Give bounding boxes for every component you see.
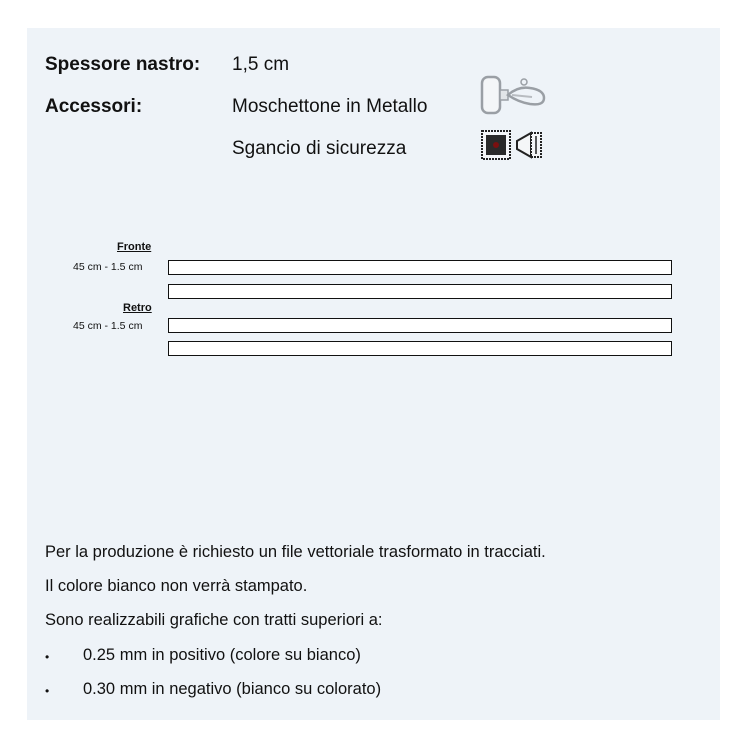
accessories-label: Accessori: xyxy=(45,96,143,117)
front-title: Fronte xyxy=(117,241,152,253)
back-tape-strip-2 xyxy=(168,341,672,356)
bullet-marker: • xyxy=(45,650,50,664)
note-vector-file: Per la produzione è richiesto un file vettoriale trasformato in tracciati. xyxy=(45,543,546,561)
bullet-marker: • xyxy=(45,684,50,698)
bullet-positive: 0.25 mm in positivo (colore su bianco) xyxy=(83,646,361,664)
note-white-color: Il colore bianco non verrà stampato. xyxy=(45,577,308,595)
thickness-label: Spessore nastro: xyxy=(45,54,201,75)
front-tape-strip-2 xyxy=(168,284,672,299)
thickness-value: 1,5 cm xyxy=(232,54,290,75)
accessory-safety-release-label: Sgancio di sicurezza xyxy=(232,138,407,159)
safety-buckle-icon xyxy=(481,130,547,165)
front-tape-strip-1 xyxy=(168,260,672,275)
accessory-carabiner-label: Moschettone in Metallo xyxy=(232,96,428,117)
back-tape-strip-1 xyxy=(168,318,672,333)
back-title: Retro xyxy=(123,302,152,314)
front-dimensions: 45 cm - 1.5 cm xyxy=(73,261,143,273)
note-min-stroke: Sono realizzabili grafiche con tratti superiori a: xyxy=(45,611,383,629)
bullet-negative: 0.30 mm in negativo (bianco su colorato) xyxy=(83,680,382,698)
back-dimensions: 45 cm - 1.5 cm xyxy=(73,320,143,332)
carabiner-icon xyxy=(478,74,548,125)
